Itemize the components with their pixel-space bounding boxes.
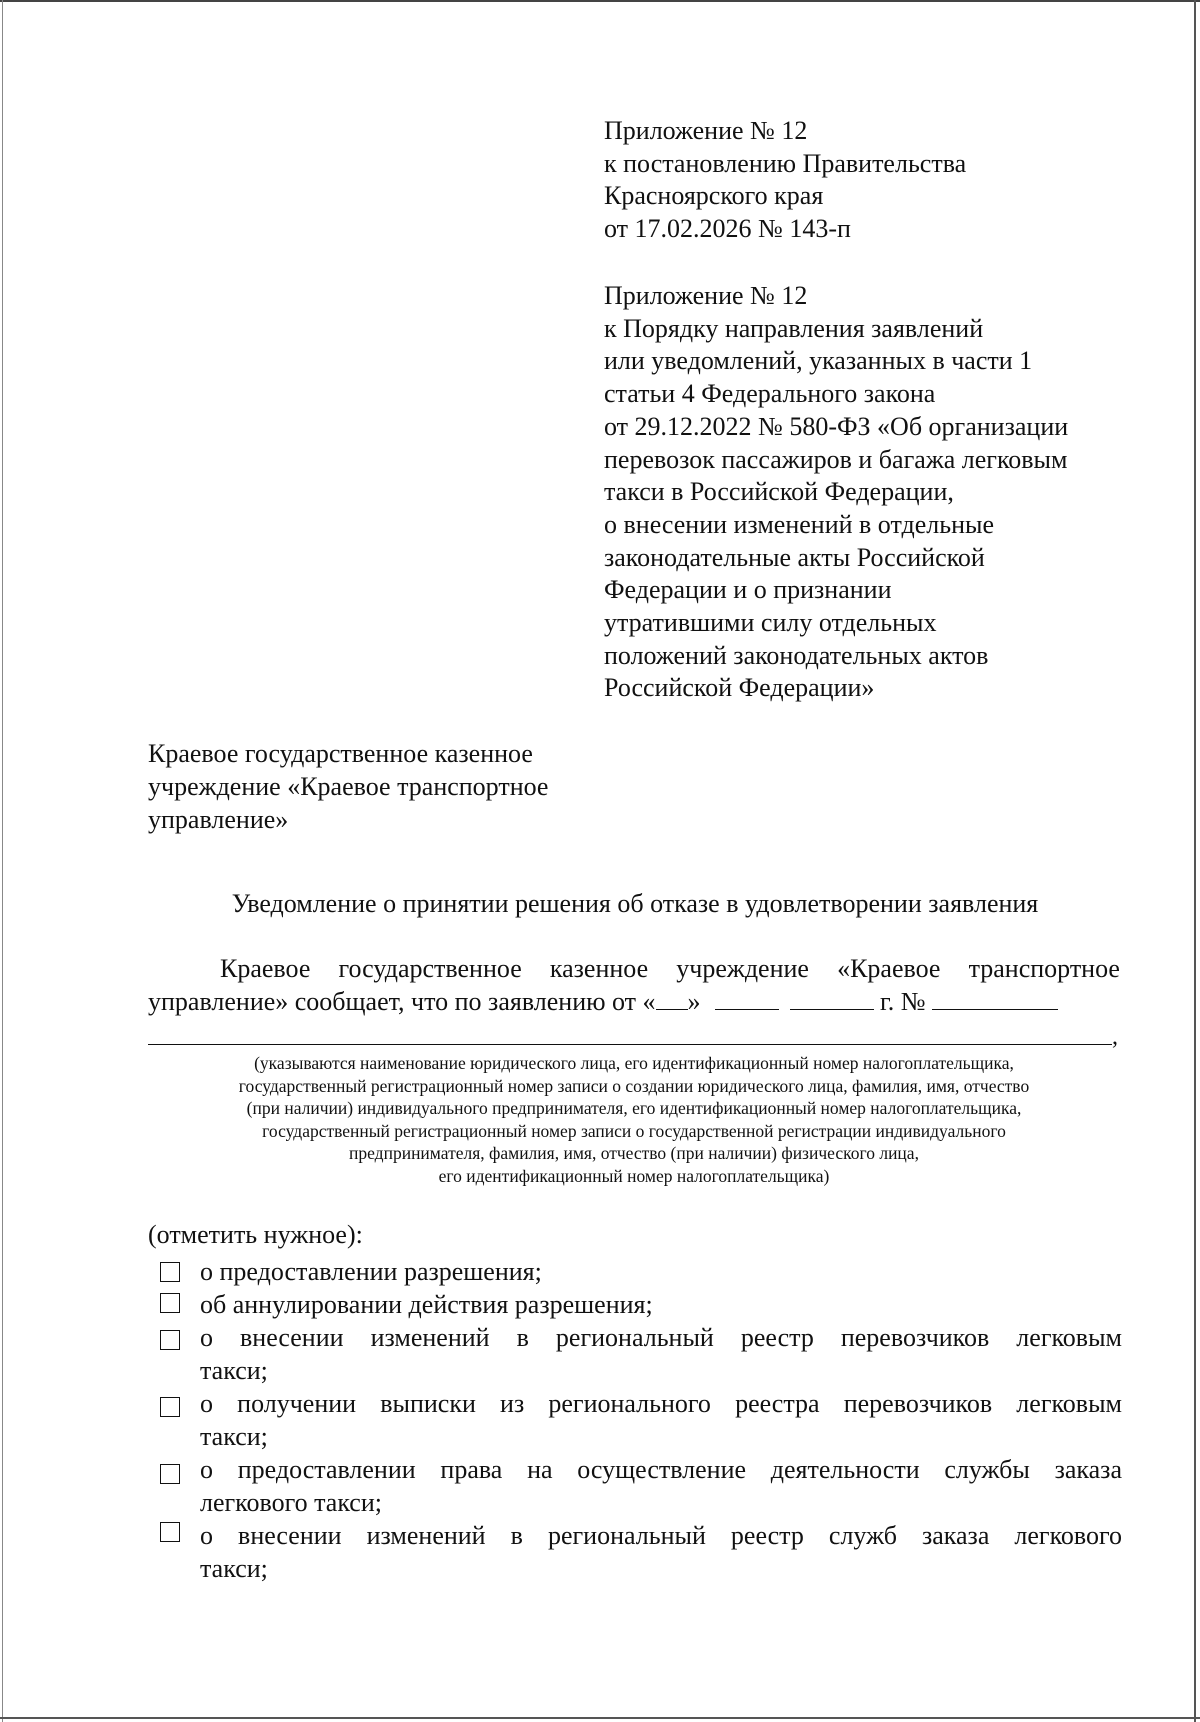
option-label-continued: такси;	[200, 1356, 268, 1385]
paragraph-first-line	[148, 952, 1120, 985]
appendix-line: положений законодательных актов	[604, 640, 989, 670]
appendix-line: к Порядку направления заявлений	[604, 313, 984, 343]
note-line: государственный регистрационный номер записи о государственной регистрации индивидуального	[262, 1120, 1006, 1141]
appendix-line: к постановлению Правительства	[604, 148, 967, 178]
appendix-line: Приложение № 12	[604, 281, 808, 310]
note-line: его идентификационный номер налогоплательщика)	[438, 1165, 830, 1186]
appendix-header-procedure	[604, 280, 1124, 705]
appendix-line: Приложение № 12	[604, 116, 808, 145]
option-permit-grant	[160, 1255, 1122, 1288]
month-blank-field-2[interactable]	[790, 985, 874, 1010]
option-dispatch-registry-change	[160, 1519, 1122, 1585]
option-carrier-registry-change	[160, 1321, 1122, 1387]
institution-name	[148, 737, 548, 836]
paragraph-second-line	[148, 985, 1120, 1018]
appendix-line: или уведомлений, указанных в части 1	[604, 346, 1033, 376]
paragraph-word: транспортное	[968, 954, 1120, 983]
option-label: о предоставлении разрешения;	[200, 1257, 542, 1286]
paragraph-word: казенное	[549, 954, 649, 983]
paragraph-word: Краевое	[220, 954, 311, 983]
note-line: (при наличии) индивидуального предпринимателя, его идентификационный номер налогоплательщика,	[246, 1098, 1022, 1118]
appendix-header-decree	[604, 115, 1124, 246]
appendix-line: Красноярского края	[604, 181, 824, 211]
appendix-line: Федерации и о признании	[604, 575, 892, 605]
note-line: государственный регистрационный номер записи о создании юридического лица, фамилия, имя, отчество	[238, 1075, 1030, 1096]
appendix-line: перевозок пассажиров и багажа легковым	[604, 444, 1068, 474]
paragraph-word: «Краевое	[837, 954, 941, 983]
option-label: о предоставлении права на осуществление деятельности службы заказа	[200, 1455, 1122, 1484]
applicant-blank-line[interactable]	[148, 1044, 1112, 1045]
option-dispatch-service-right	[160, 1453, 1122, 1519]
option-label: о внесении изменений в региональный реестр перевозчиков легковым	[200, 1323, 1122, 1352]
option-carrier-registry-extract	[160, 1387, 1122, 1453]
option-checkbox[interactable]	[160, 1397, 180, 1417]
appendix-line: от 17.02.2026 № 143-п	[604, 214, 851, 244]
option-label-continued: такси;	[200, 1422, 268, 1451]
note-line: (указываются наименование юридического лица, его идентификационный номер налогоплательщика,	[254, 1053, 1014, 1073]
note-line: предпринимателя, фамилия, имя, отчество (при наличии) физического лица,	[349, 1143, 919, 1163]
option-permit-cancel	[160, 1288, 1122, 1321]
paragraph-text: управление» сообщает, что по заявлению от «	[148, 987, 656, 1016]
application-number-blank-field[interactable]	[932, 985, 1058, 1010]
appendix-line: такси в Российской Федерации,	[604, 477, 954, 507]
scan-border-right	[1194, 0, 1196, 1722]
month-blank-field[interactable]	[715, 985, 779, 1010]
institution-line: Краевое государственное казенное	[148, 739, 533, 768]
day-blank-field[interactable]	[656, 985, 688, 1010]
option-label: о внесении изменений в региональный реестр служб заказа легкового	[200, 1521, 1122, 1550]
scan-border-top	[0, 0, 1200, 2]
paragraph-text: г. №	[880, 987, 926, 1016]
institution-line: учреждение «Краевое транспортное	[148, 772, 549, 801]
paragraph-word: государственное	[338, 954, 522, 983]
appendix-line: утратившими силу отдельных	[604, 608, 937, 638]
option-checkbox[interactable]	[160, 1330, 180, 1350]
appendix-line: о внесении изменений в отдельные	[604, 509, 994, 539]
option-checkbox[interactable]	[160, 1464, 180, 1484]
option-checkbox[interactable]	[160, 1262, 180, 1282]
trailing-comma: ,	[1112, 1024, 1118, 1050]
appendix-line: законодательные акты Российской	[604, 542, 985, 572]
option-label: о получении выписки из регионального реестра перевозчиков легковым	[200, 1389, 1122, 1418]
appendix-line: от 29.12.2022 № 580-ФЗ «Об организации	[604, 411, 1069, 441]
scan-border-bottom	[0, 1717, 1200, 1719]
appendix-line: Российской Федерации»	[604, 673, 875, 703]
paragraph-word: учреждение	[676, 954, 809, 983]
document-title: Уведомление о принятии решения об отказе в удовлетворении заявления	[231, 889, 1039, 918]
appendix-line: статьи 4 Федерального закона	[604, 379, 936, 409]
option-label: об аннулировании действия разрешения;	[200, 1290, 653, 1319]
option-checkbox[interactable]	[160, 1522, 180, 1542]
notice-paragraph	[148, 952, 1120, 1018]
option-checkbox[interactable]	[160, 1293, 180, 1313]
institution-line: управление»	[148, 805, 289, 834]
scan-border-left	[2, 0, 3, 1722]
paragraph-text: »	[687, 987, 701, 1016]
explanatory-note	[148, 1052, 1120, 1187]
option-label-continued: такси;	[200, 1554, 268, 1583]
option-label-continued: легкового такси;	[200, 1488, 382, 1517]
mark-instruction: (отметить нужное):	[148, 1220, 363, 1249]
